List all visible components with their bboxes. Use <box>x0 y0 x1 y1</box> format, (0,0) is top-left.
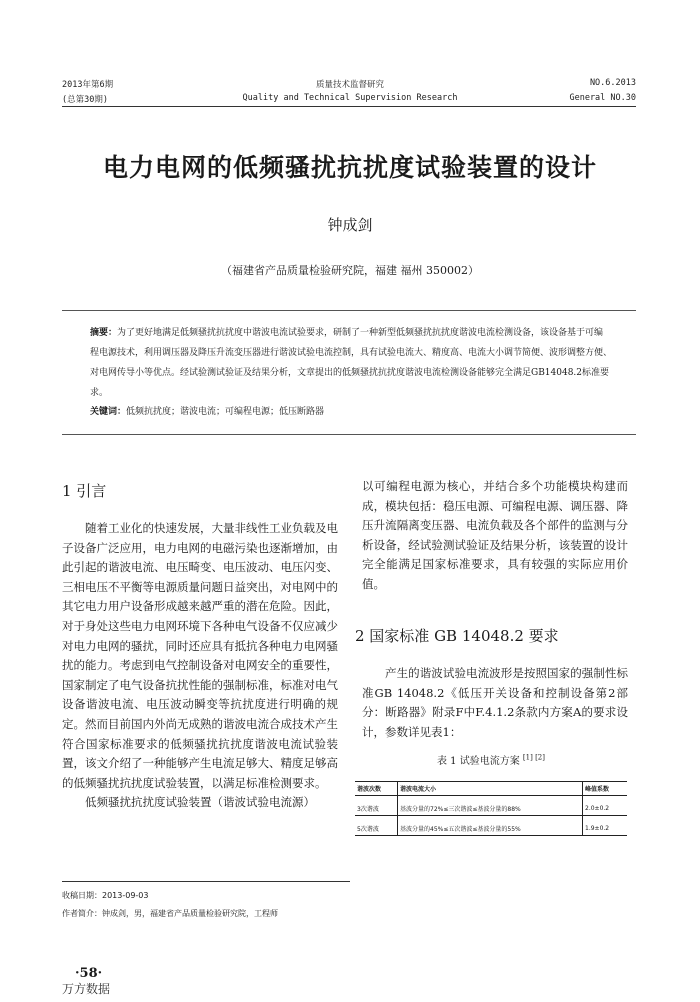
table-row <box>355 822 627 836</box>
keywords-text: 低频抗扰度；谐波电流；可编程电源；低压断路器 <box>126 407 325 417</box>
table1-refs: [1] [2] <box>522 753 545 762</box>
journal-volume: (总第30期) <box>62 95 108 105</box>
article-title: 电力电网的低频骚扰抗扰度试验装置的设计 <box>102 153 597 182</box>
abstract <box>90 323 612 403</box>
section2-heading: 2 国家标准 GB 14048.2 要求 <box>355 627 559 645</box>
left-column <box>62 519 338 813</box>
general-number: General NO.30 <box>569 93 636 103</box>
journal-name-cn: 质量技术监督研究 <box>315 80 384 90</box>
table-cell: 1.9±0.2 <box>585 825 610 832</box>
footnote-author: 作者简介：钟成剑，男，福建省产品质量检验研究院，工程师 <box>62 909 278 918</box>
section1-paragraph2-start: 低频骚扰抗扰度试验装置（谐波试验电流源） <box>85 795 315 810</box>
author-affiliation: （福建省产品质量检验研究院，福建 福州 350002） <box>221 264 479 277</box>
table-cell: 基波分量的72%≤三次谐波≤基波分量的88% <box>398 802 583 816</box>
table1-caption <box>355 752 627 767</box>
abstract-bottom-rule <box>62 434 636 435</box>
header-rule <box>62 106 636 107</box>
footnote-rule <box>62 881 350 882</box>
section1-paragraph1: 随着工业化的快速发展，大量非线性工业负载及电子设备广泛应用，电力电网的电磁污染也逐渐增加，由此引起的谐波电流、电压畸变、电压波动、电压闪变、三相电压不平衡等电源质量问题日益突出，对电网中的其它电力用户设备形成越来越严重的潜在危险。因此，对于身处这些电力电网环境下各种电气设备不仅应减少对电力电网的骚扰，同时还应具有抵抗各种电力电网骚扰的能力。考虑到电气控制设备对电网安全的重要性，国家制定了电气设备抗扰性能的强制标准，标准对电气设备谐波电流、电压波动瞬变等抗扰度进行明确的规定。然而目前国内外尚无成熟的谐波电流合成技术产生符合国家标准要求的低频骚扰抗扰度谐波电流试验装置，该文介绍了一种能够产生电流足够大、精度足够高的低频骚扰抗扰度试验装置，以满足标准检测要求。 <box>62 521 338 790</box>
table-cell: 2.0±0.2 <box>583 802 628 816</box>
abstract-top-rule <box>62 310 636 311</box>
table-header-cell: 谐波电流大小 <box>398 782 583 796</box>
abstract-text: 为了更好地满足低频骚扰抗扰度中谐波电流试验要求，研制了一种新型低频骚扰抗扰度谐波电流检测设备，该设备基于可编程电源技术，利用调压器及降压升流变压器进行谐波试验电流控制，具有试验电流大、精度高、电流大小调节简便、波形调整方便、对电网传导小等优点。经试验测试验证及结果分析，文章提出的低频骚扰抗扰度谐波电流检测设备能够完全满足GB14048.2标准要求。 <box>90 328 613 398</box>
table-header-row <box>355 782 627 796</box>
article-author: 钟成剑 <box>327 216 373 234</box>
journal-name-en: Quality and Technical Supervision Research <box>242 93 458 103</box>
section1-paragraph2-cont: 以可编程电源为核心，并结合多个功能模块构建而成，模块包括：稳压电源、可编程电源、调压器、降压升流隔离变压器、电流负载及各个部件的监测与分析设备，经试验测试验证及结果分析，该装置的设计完全能满足国家标准要求，具有较强的实际应用价值。 <box>362 479 628 591</box>
table-row <box>355 802 627 816</box>
abstract-label: 摘要： <box>90 328 118 338</box>
table1 <box>355 781 627 836</box>
section2-body <box>362 664 628 742</box>
section2-paragraph: 产生的谐波试验电流波形是按照国家的强制性标准GB 14048.2《低压开关设备和控制设备第2部分：断路器》附录F中F.4.1.2条款内方案A的要求设计，参数详见表1： <box>362 666 628 739</box>
table-header-cell: 峰值系数 <box>583 782 628 796</box>
table-header-cell: 谐波次数 <box>355 782 398 796</box>
keywords-label: 关键词： <box>90 407 127 417</box>
section1-heading: 1 引言 <box>62 482 107 500</box>
keywords <box>90 404 612 417</box>
footnote-received: 收稿日期：2013-09-03 <box>62 891 149 900</box>
journal-issue: 2013年第6期 <box>62 80 114 90</box>
table1-caption-text: 表 1 试验电流方案 <box>437 756 520 767</box>
table-cell: 5次谐波 <box>355 822 398 836</box>
watermark: 万方数据 <box>62 982 111 996</box>
right-column-top <box>362 477 628 595</box>
page-number: ·58· <box>75 966 103 981</box>
table-cell: 基波分量的45%≤五次谐波≤基波分量的55% <box>398 822 583 836</box>
table-cell: 3次谐波 <box>355 802 398 816</box>
issue-number: NO.6.2013 <box>589 78 636 88</box>
